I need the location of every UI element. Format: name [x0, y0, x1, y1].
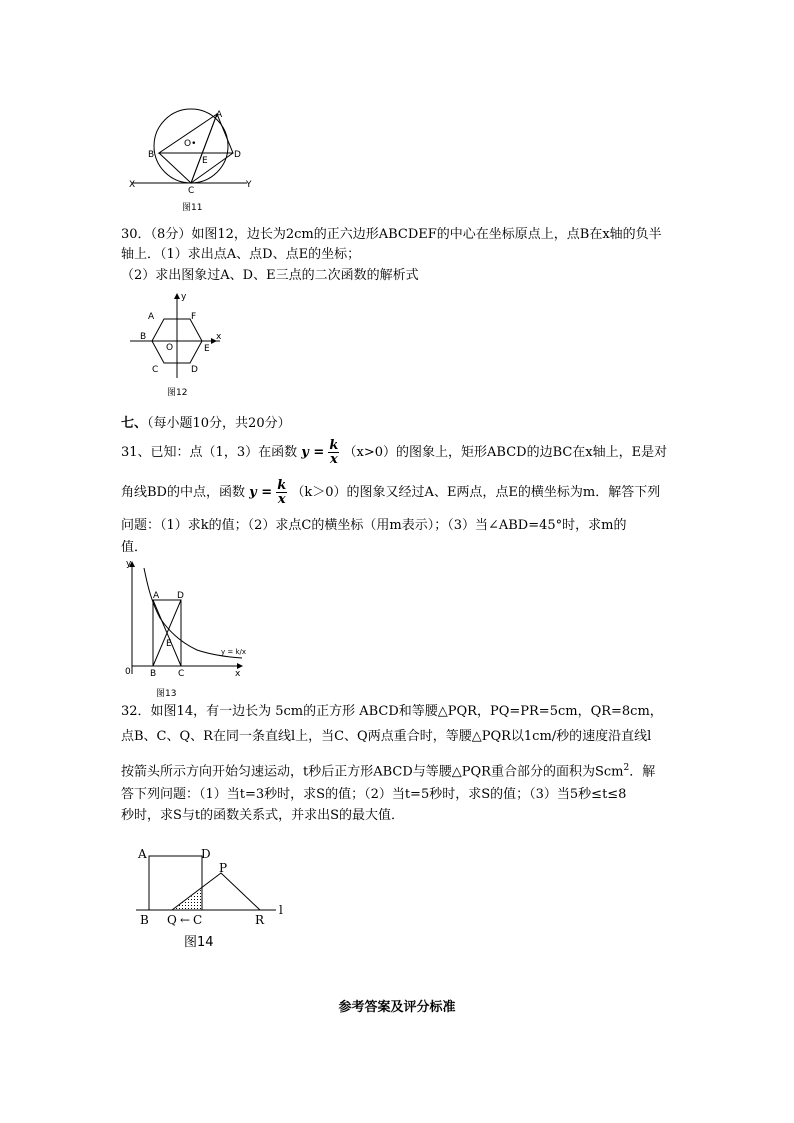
q31-line-2: [121, 477, 660, 509]
fig13-label-a: A: [153, 591, 160, 601]
figure-11: [125, 104, 265, 214]
q31-yeq-1: y =: [301, 445, 325, 460]
fig12-label-e: E: [204, 344, 210, 354]
fig14-label-d: D: [201, 847, 211, 861]
q30-line-3: （2）求出图象过A、D、E三点的二次函数的解析式: [121, 268, 419, 283]
q32-line-3-pre: 按箭头所示方向开始匀速运动，t秒后正方形ABCD与等腰△PQR重合部分的面积为Scm: [121, 764, 624, 780]
q31-line-1-pre: 31、已知：点（1，3）在函数: [121, 445, 298, 460]
fig13-label-x: x: [235, 669, 241, 679]
fig11-label-x: X: [129, 180, 136, 190]
fig14-label-a: A: [138, 847, 147, 861]
q31-line-2-post: （k＞0）的图象又经过A、E两点，点E的横坐标为m．解答下列: [291, 485, 661, 500]
q32-line-4: 答下列问题：（1）当t=3秒时，求S的值；（2）当t=5秒时，求S的值；（3）当5秒≤t≤8: [121, 787, 627, 802]
q31-line-3: 问题：（1）求k的值；（2）求点C的横坐标（用m表示）；（3）当∠ABD=45°时，求m的: [121, 518, 627, 533]
q31-fraction-2: [276, 479, 287, 506]
figure-12: [128, 290, 228, 380]
fig14-arrow: ←: [180, 913, 191, 927]
q31-fraction-2-num: k: [277, 478, 287, 493]
figure-14: [128, 842, 298, 957]
figure-14-drawing: [128, 842, 298, 957]
q31-line-1-post: （x>0）的图象上，矩形ABCD的边BC在x轴上，E是对: [343, 445, 668, 460]
figure-13-caption: 图13: [156, 689, 177, 699]
fig14-label-c: C: [193, 913, 203, 927]
fig14-label-p: P: [219, 861, 228, 875]
q31-fraction-2-den: x: [277, 492, 286, 507]
fig11-label-e: E: [202, 156, 208, 166]
fig11-label-o: O•: [184, 139, 197, 149]
fig14-label-q: Q: [167, 913, 177, 927]
fig12-label-b: B: [140, 332, 147, 342]
section-seven-subtitle: （每小题10分，共20分）: [147, 416, 291, 431]
q31-line-1: [121, 437, 667, 469]
fig11-label-b: B: [148, 150, 155, 160]
q32-line-5: 秒时，求S与t的函数关系式，并求出S的最大值．: [121, 808, 405, 823]
q31-yeq-2: y =: [249, 485, 273, 500]
q30-line-2: 轴上．（1）求出点A、点D、点E的坐标；: [121, 247, 361, 262]
figure-13-drawing: [122, 558, 247, 683]
fig13-label-y: y: [126, 559, 132, 569]
fig12-label-d: D: [191, 365, 198, 375]
fig13-label-e: E: [166, 639, 172, 649]
figure-12-drawing: [128, 290, 228, 380]
fig13-label-b: B: [150, 669, 157, 679]
figure-13: [122, 558, 247, 683]
q32-line-3: [121, 760, 655, 780]
figure-11-drawing: [125, 104, 265, 214]
fig12-label-a: A: [148, 312, 155, 322]
q31-fraction-1-num: k: [329, 438, 339, 453]
fig12-label-x: x: [216, 332, 222, 342]
fig14-label-b: B: [140, 913, 149, 927]
q30-line-1: 30．（8分）如图12，边长为2cm的正六边形ABCDEF的中心在坐标原点上，点B在x轴的负半: [121, 227, 662, 242]
fig13-label-d: D: [177, 591, 184, 601]
figure-14-caption: 图14: [184, 935, 214, 950]
fig12-label-c: C: [152, 365, 159, 375]
q31-fraction-1: [328, 439, 339, 466]
fig11-label-a: A: [216, 110, 223, 120]
fig14-label-l: l: [279, 903, 283, 917]
figure-12-caption: 图12: [167, 388, 188, 398]
fig14-label-r: R: [255, 913, 265, 927]
fig11-label-d: D: [234, 150, 241, 160]
q32-line-1: 32．如图14，有一边长为 5cm的正方形 ABCD和等腰△PQR，PQ=PR=5cm，QR=8cm，: [121, 704, 663, 719]
fig11-label-c: C: [188, 186, 195, 196]
fig11-label-y: Y: [246, 180, 252, 190]
fig12-label-y: y: [181, 292, 187, 302]
q32-line-2: 点B、C、Q、R在同一条直线l上，当C、Q两点重合时，等腰△PQR以1cm/秒的速度沿直线l: [121, 729, 652, 744]
fig12-label-f: F: [191, 312, 197, 322]
fig13-curve-label: y = k/x: [221, 648, 247, 656]
figure-11-caption: 图11: [182, 203, 203, 213]
q31-fraction-1-den: x: [329, 452, 338, 467]
q31-line-2-pre: 角线BD的中点，函数: [121, 485, 245, 500]
q31-line-4: 值．: [121, 540, 148, 555]
fig13-label-o: 0: [125, 667, 131, 677]
q32-line-3-post: ．解: [629, 764, 656, 780]
section-seven-title: 七、: [121, 416, 148, 431]
fig13-label-c: C: [178, 669, 185, 679]
answer-key-heading: 参考答案及评分标准: [338, 1000, 456, 1015]
section-seven-heading: [121, 412, 291, 431]
q32-line-3-sup: 2: [623, 763, 630, 773]
fig12-label-o: O: [166, 343, 174, 353]
